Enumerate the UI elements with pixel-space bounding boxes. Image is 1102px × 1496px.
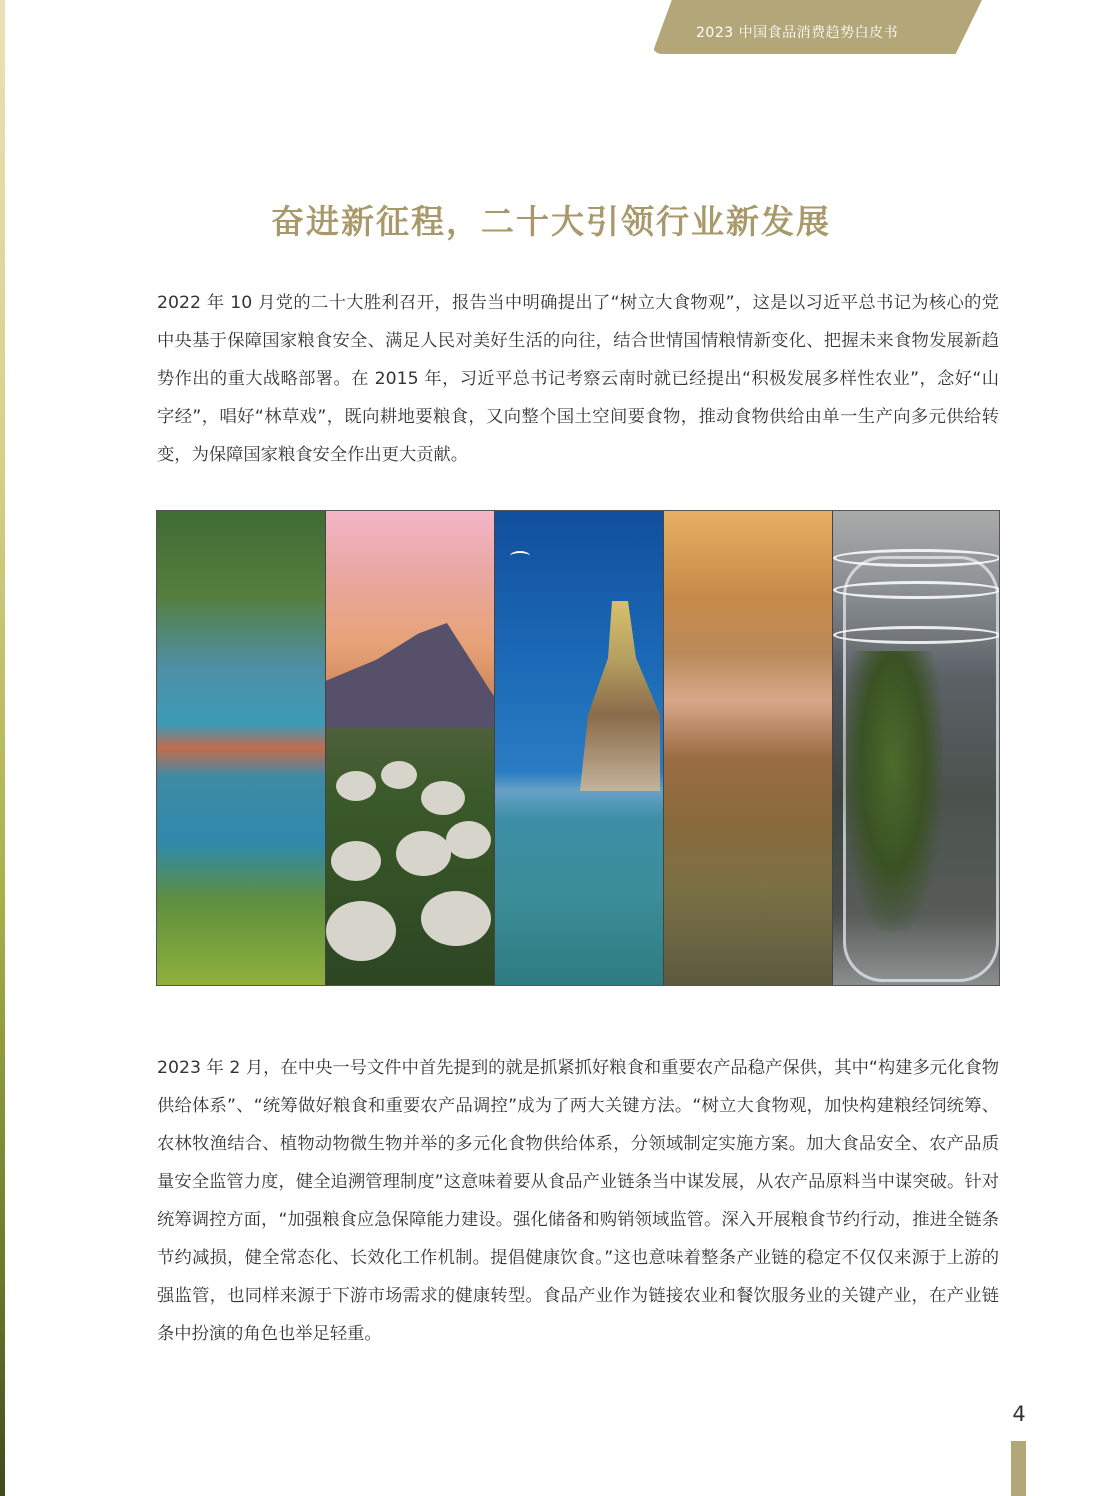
photo-fishing-boat bbox=[494, 511, 663, 985]
photo-desert-poplar-forest bbox=[663, 511, 832, 985]
sheep-shape bbox=[331, 841, 381, 881]
light-ring-shape bbox=[833, 581, 999, 599]
sheep-shape bbox=[396, 831, 451, 876]
page-title: 奋进新征程，二十大引领行业新发展 bbox=[271, 202, 831, 241]
photo-mountain-lake bbox=[157, 511, 325, 985]
mountain-silhouette bbox=[326, 623, 494, 728]
sheep-shape bbox=[421, 891, 491, 946]
photo-vertical-farm bbox=[832, 511, 999, 985]
light-ring-shape bbox=[833, 626, 999, 644]
page-number: 4 bbox=[1012, 1402, 1026, 1426]
page-number-bar bbox=[1011, 1441, 1026, 1496]
document-header-title: 2023 中国食品消费趋势白皮书 bbox=[696, 25, 899, 41]
light-ring-shape bbox=[833, 549, 999, 567]
sheep-shape bbox=[381, 761, 417, 789]
photo-collage bbox=[156, 510, 1000, 986]
sheep-shape bbox=[326, 901, 396, 961]
body-paragraph-1: 2022 年 10 月党的二十大胜利召开，报告当中明确提出了“树立大食物观”，这是以习近平总书记为核心的党中央基于保障国家粮食安全、满足人民对美好生活的向往，结合世情国情粮情新变化、把握未来食物发展新趋势作出的重大战略部署。在 2015 年，习近平总书记考察云南时就已经提出“积极发展多样性农业”，念好“山字经”，唱好“林草戏”，既向耕地要粮食，又向整个国土空间要食物，推动食物供给由单一生产向多元供给转变，为保障国家粮食安全作出更大贡献。 bbox=[157, 293, 999, 465]
sheep-shape bbox=[336, 771, 376, 801]
sheep-shape bbox=[446, 821, 491, 859]
sheep-shape bbox=[421, 781, 465, 815]
body-paragraph-2: 2023 年 2 月，在中央一号文件中首先提到的就是抓紧抓好粮食和重要农产品稳产保供，其中“构建多元化食物供给体系”、“统筹做好粮食和重要农产品调控”成为了两大关键方法。“树立大食物观，加快构建粮经饲统筹、农林牧渔结合、植物动物微生物并举的多元化食物供给体系，分领域制定实施方案。加大食品安全、农产品质量安全监管力度，健全追溯管理制度”这意味着要从食品产业链条当中谋发展，从农产品原料当中谋突破。针对统筹调控方面，“加强粮食应急保障能力建设。强化储备和购销领域监管。深入开展粮食节约行动，推进全链条节约减损，健全常态化、长效化工作机制。提倡健康饮食。”这也意味着整条产业链的稳定不仅仅来源于上游的强监管，也同样来源于下游市场需求的健康转型。食品产业作为链接农业和餐饮服务业的关键产业，在产业链条中扮演的角色也举足轻重。 bbox=[157, 1058, 999, 1344]
plant-shape bbox=[843, 651, 943, 931]
seagull-shape bbox=[510, 551, 530, 561]
photo-sheep-grassland bbox=[325, 511, 494, 985]
ship-shape bbox=[580, 601, 660, 791]
